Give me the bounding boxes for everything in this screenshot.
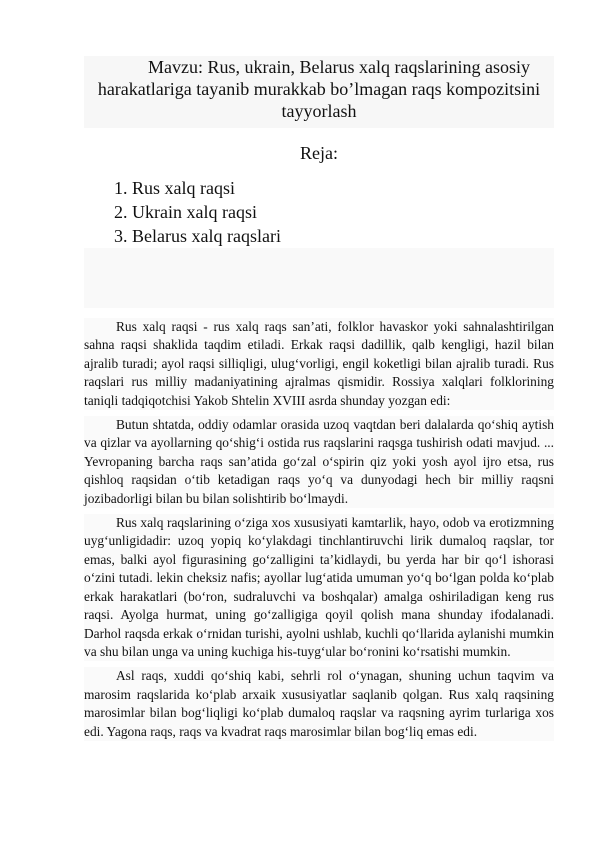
paragraph-3: Rus xalq raqslarining o‘ziga xos xususiyati kamtarlik, hayo, odob va erotizmning uyg‘unligidadir: uzoq yopiq ko‘ylakdagi tinchlantiruvchi lirik dumaloq raqslar, tor emas, balki ayol figurasining go‘zalligini ta’kidlaydi, bu yerda har bir qo‘l ishorasi o‘zini tutadi. lekin cheksiz nafis; ayollar lug‘atida umuman yo‘q bo‘lgan polda ko‘plab erkak harakatlari (bo‘ron, sudraluvchi va boshqalar) amalga oshiriladigan keng rus raqsi. Ayolga hurmat, uning go‘zalligiga qoyil qolish mana shunday ifodalanadi. Darhol raqsda erkak o‘rnidan turishi, ayolni ushlab, kuchli qo‘llarida aylanishi mumkin va shu bilan unga va uning kuchiga his-tuyg‘ular bo‘ronini ko‘rsatishi mumkin. [84, 514, 554, 661]
title-line-2: harakatlariga tayanib murakkab bo’lmagan raqs kompozitsini [97, 79, 541, 99]
body-text [84, 318, 554, 747]
plan-heading: Reja: [300, 143, 338, 163]
paragraph-4: Asl raqs, xuddi qo‘shiq kabi, sehrli rol o‘ynagan, shuning uchun taqvim va marosim raqslarida ko‘plab arxaik xususiyatlar saqlanib qolgan. Rus xalq raqsining marosimlar bilan bog‘liqligi ko‘plab dumaloq raqslar va raqsning ayrim turlariga xos edi. Yagona raqs, raqs va kvadrat raqs marosimlar bilan bog‘liq emas edi. [84, 667, 554, 741]
plan-item-2: 2. Ukrain xalq raqsi [114, 202, 257, 222]
blank-space [84, 248, 554, 308]
title-line-3: tayyorlash [281, 101, 357, 121]
title-line-1: Mavzu: Rus, ukrain, Belarus xalq raqslarining asosiy [148, 57, 530, 77]
document-title [84, 56, 554, 128]
plan-item-1: 1. Rus xalq raqsi [114, 178, 235, 198]
plan-list [114, 176, 554, 248]
paragraph-1: Rus xalq raqsi - rus xalq raqs san’ati, folklor havaskor yoki sahnalashtirilgan sahna raqsi shaklida taqdim etiladi. Erkak raqsi dadillik, qalb kengligi, hazil bilan ajralib turadi; ayol raqsi silliqligi, ulug‘vorligi, engil koketligi bilan ajralib turadi. Rus raqslari rus milliy madaniyatining ajralmas qismidir. Rossiya xalqlari folklorining taniqli tadqiqotchisi Yakob Shtelin XVIII asrda shunday yozgan edi: [84, 318, 554, 410]
paragraph-2: Butun shtatda, oddiy odamlar orasida uzoq vaqtdan beri dalalarda qo‘shiq aytish va qizlar va ayollarning qo‘shig‘i ostida rus raqslarini raqsga tushirish odati mavjud. ... Yevropaning barcha raqs san’atida go‘zal o‘spirin qiz yoki yosh ayol ijro etsa, rus qishloq raqsidan o‘tib ketadigan raqs yo‘q va dunyodagi hech bir milliy raqsni jozibadorligi bilan bu bilan solishtirib bo‘lmaydi. [84, 416, 554, 508]
plan-item-3: 3. Belarus xalq raqslari [114, 226, 281, 246]
